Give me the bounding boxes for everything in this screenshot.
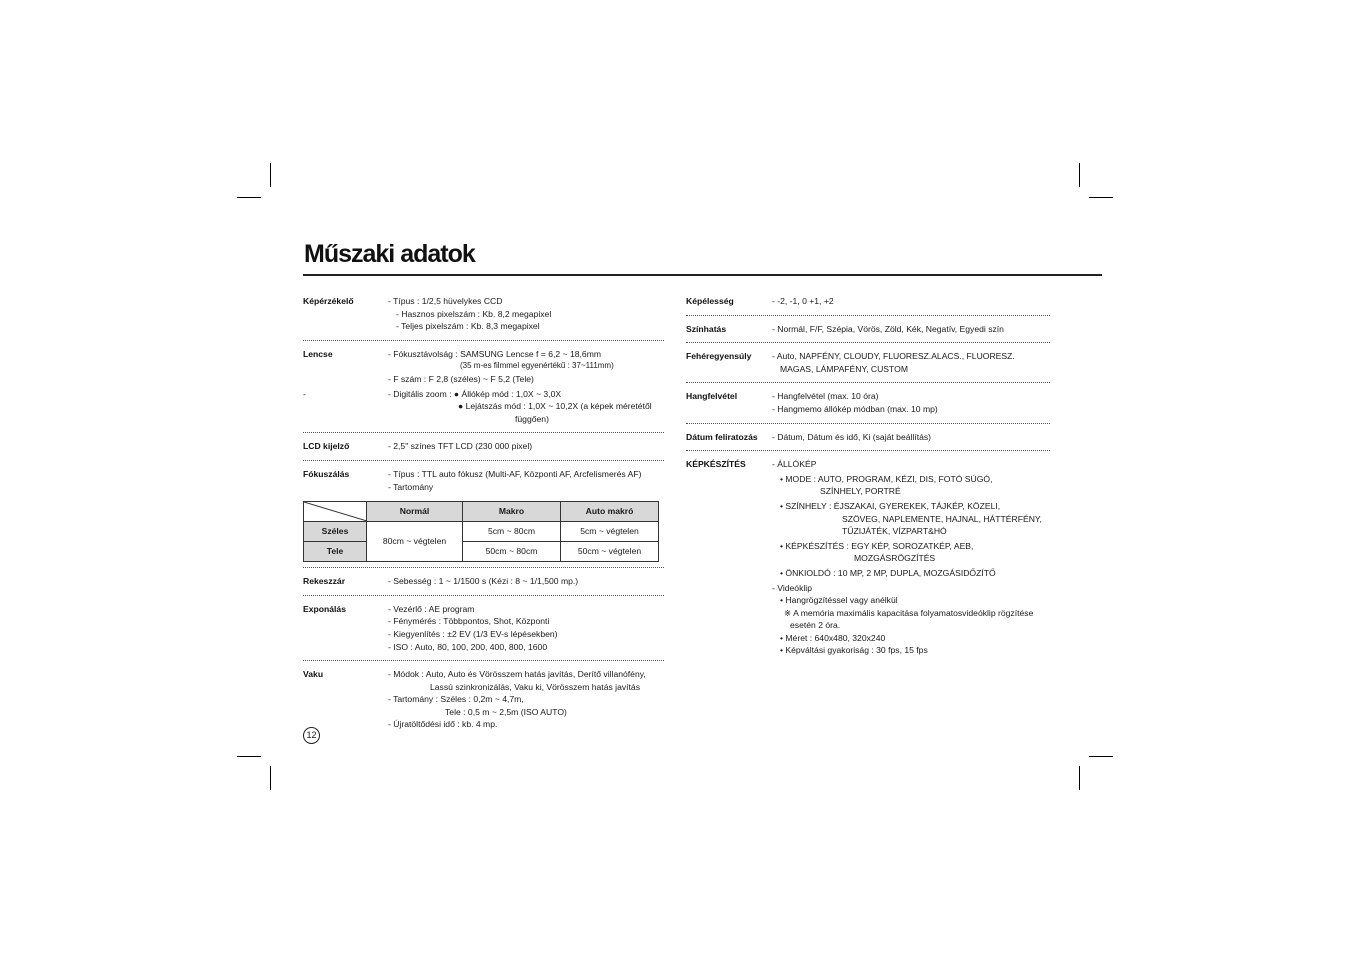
- spec-line: - Hasznos pixelszám : Kb. 8,2 megapixel: [396, 308, 552, 319]
- spec-note: ※ A memória maximális kapacitása folyamatosvideóklip rögzítése: [784, 607, 1034, 618]
- table-cell: 5cm ~ végtelen: [561, 522, 659, 542]
- spec-line: - Dátum, Dátum és idő, Ki (saját beállítás): [772, 431, 932, 442]
- spec-label: KÉPKÉSZÍTÉS: [686, 459, 746, 470]
- crop-mark-top-left-h: [237, 197, 261, 198]
- spec-line: - ISO : Auto, 80, 100, 200, 400, 800, 1600: [388, 641, 548, 652]
- spec-line: - Teljes pixelszám : Kb. 8,3 megapixel: [396, 321, 540, 332]
- table-row: [304, 542, 659, 562]
- spec-bullet: • Hangrögzítéssel vagy anélkül: [780, 595, 898, 606]
- page-number: 12: [303, 727, 320, 744]
- crop-mark-bottom-right-h: [1089, 756, 1113, 757]
- spec-line: SZÖVEG, NAPLEMENTE, HAJNAL, HÁTTÉRFÉNY,: [842, 513, 1042, 524]
- spec-label: LCD kijelző: [303, 441, 350, 452]
- spec-lens: [303, 348, 664, 388]
- spec-lcd: [303, 440, 664, 455]
- table-header: Normál: [367, 502, 463, 522]
- spec-sensor: [303, 295, 664, 335]
- spec-label: Dátum feliratozás: [686, 431, 758, 442]
- spec-line: - -2, -1, 0 +1, +2: [772, 296, 834, 306]
- spec-line: - Újratöltődési idő : kb. 4 mp.: [388, 719, 498, 730]
- dotted-divider: [303, 660, 664, 661]
- spec-label: Rekeszzár: [303, 576, 346, 587]
- spec-bullet: • KÉPKÉSZÍTÉS : EGY KÉP, SOROZATKÉP, AEB,: [780, 540, 974, 551]
- dotted-divider: [686, 450, 1050, 451]
- spec-dash: -: [303, 388, 306, 399]
- table-cell: 50cm ~ 80cm: [463, 542, 561, 562]
- spec-line: - Típus : TTL auto fókusz (Multi-AF, Központi AF, Arcfelismerés AF): [388, 468, 642, 479]
- spec-line: - ÁLLÓKÉP: [772, 459, 817, 470]
- spec-shutter: [303, 575, 664, 590]
- spec-date-imprint: [686, 431, 1050, 446]
- dotted-divider: [686, 315, 1050, 316]
- crop-mark-top-left-v: [270, 163, 271, 187]
- spec-line: - Tartomány: [388, 481, 434, 492]
- table-cell: 80cm ~ végtelen: [367, 522, 463, 562]
- spec-label: Színhatás: [686, 323, 727, 334]
- spec-bullet: • Képváltási gyakoriság : 30 fps, 15 fps: [780, 645, 928, 656]
- dotted-divider: [303, 567, 664, 568]
- spec-sound-recording: [686, 390, 1050, 417]
- spec-flash: [303, 668, 664, 733]
- spec-line: Tele : 0,5 m ~ 2,5m (ISO AUTO): [445, 706, 567, 717]
- table-corner-cell: [304, 502, 367, 522]
- spec-color-effect: [686, 323, 1050, 338]
- left-column: [303, 295, 664, 733]
- table-header: Auto makró: [561, 502, 659, 522]
- dotted-divider: [686, 382, 1050, 383]
- spec-white-balance: [686, 350, 1050, 377]
- spec-exposure: [303, 603, 664, 655]
- spec-line: - Auto, NAPFÉNY, CLOUDY, FLUORESZ.ALACS., FLUORESZ.: [772, 351, 1015, 362]
- spec-line: függően): [515, 413, 549, 424]
- spec-line: - Fókusztávolság : SAMSUNG Lencse f = 6,2 ~ 18,6mm: [388, 348, 602, 359]
- spec-line: MOZGÁSRÖGZÍTÉS: [854, 553, 936, 564]
- spec-line: - Normál, F/F, Szépia, Vörös, Zöld, Kék, Negatív, Egyedi szín: [772, 323, 1004, 334]
- spec-shooting: [686, 458, 1050, 581]
- dotted-divider: [303, 595, 664, 596]
- spec-bullet: • ÖNKIOLDÓ : 10 MP, 2 MP, DUPLA, MOZGÁSIDŐZÍTŐ: [780, 567, 996, 578]
- table-row-header: Tele: [304, 542, 367, 562]
- spec-bullet: • MODE : AUTO, PROGRAM, KÉZI, DIS, FOTÓ SÚGÓ,: [780, 473, 993, 484]
- crop-mark-top-right-v: [1079, 163, 1080, 187]
- spec-line: - F szám : F 2,8 (széles) ~ F 5,2 (Tele): [388, 373, 534, 384]
- spec-line: - Tartomány : Széles : 0,2m ~ 4,7m,: [388, 694, 524, 705]
- spec-sharpness: [686, 295, 1050, 310]
- spec-label: Lencse: [303, 348, 333, 359]
- spec-note: esetén 2 óra.: [790, 620, 841, 631]
- spec-bullet: • Méret : 640x480, 320x240: [780, 632, 886, 643]
- spec-line: - Hangmemo állókép módban (max. 10 mp): [772, 403, 938, 414]
- spec-line: - Sebesség : 1 ~ 1/1500 s (Kézi : 8 ~ 1/1,500 mp.): [388, 576, 579, 587]
- spec-label: Exponálás: [303, 603, 346, 614]
- spec-line: ● Lejátszás mód : 1,0X ~ 10,2X (a képek méretétől: [458, 401, 652, 412]
- crop-mark-bottom-left-v: [270, 766, 271, 790]
- spec-line: - Hangfelvétel (max. 10 óra): [772, 391, 879, 402]
- spec-label: Vaku: [303, 669, 324, 680]
- page-title: Műszaki adatok: [304, 240, 475, 268]
- spec-line: - Fénymérés : Többpontos, Shot, Központi: [388, 616, 550, 627]
- spec-line: MAGAS, LÁMPAFÉNY, CUSTOM: [780, 363, 908, 374]
- spec-focus: [303, 468, 664, 495]
- dotted-divider: [303, 432, 664, 433]
- spec-lens-zoom: [303, 388, 664, 428]
- spec-label: Fókuszálás: [303, 468, 350, 479]
- spec-bullet: • SZÍNHELY : ÉJSZAKAI, GYEREKEK, TÁJKÉP, KÖZELI,: [780, 500, 1001, 511]
- dotted-divider: [686, 342, 1050, 343]
- title-rule: [303, 274, 1102, 276]
- right-column: [686, 295, 1050, 659]
- spec-line: - Digitális zoom : ● Állókép mód : 1,0X ~ 3,0X: [388, 388, 562, 399]
- table-row: [304, 522, 659, 542]
- focus-range-table: [303, 501, 659, 562]
- crop-mark-top-right-h: [1089, 197, 1113, 198]
- spec-line: - Vezérlő : AE program: [388, 603, 475, 614]
- dotted-divider: [303, 460, 664, 461]
- spec-line: - Videóklip: [772, 582, 812, 593]
- crop-mark-bottom-left-h: [237, 756, 261, 757]
- spec-line: TŰZIJÁTÉK, VÍZPART&HÓ: [842, 526, 947, 537]
- spec-line: - Módok : Auto, Auto és Vörösszem hatás javítás, Derítő villanófény,: [388, 669, 646, 680]
- table-header: Makro: [463, 502, 561, 522]
- spec-label: Fehéregyensúly: [686, 351, 752, 362]
- diagonal-line: [304, 502, 367, 521]
- spec-video: [686, 582, 1050, 660]
- crop-mark-bottom-right-v: [1079, 766, 1080, 790]
- table-cell: 50cm ~ végtelen: [561, 542, 659, 562]
- spec-note: (35 m-es filmmel egyenértékű : 37~111mm): [460, 361, 614, 371]
- spec-line: Lassú szinkronizálás, Vaku ki, Vörösszem hatás javítás: [430, 681, 641, 692]
- spec-line: - Típus : 1/2,5 hüvelykes CCD: [388, 296, 503, 306]
- dotted-divider: [303, 340, 664, 341]
- table-cell: 5cm ~ 80cm: [463, 522, 561, 542]
- dotted-divider: [686, 423, 1050, 424]
- spec-line: SZÍNHELY, PORTRÉ: [820, 486, 901, 497]
- table-row-header: Széles: [304, 522, 367, 542]
- spec-line: - 2,5" színes TFT LCD (230 000 pixel): [388, 441, 533, 452]
- spec-line: - Kiegyenlítés : ±2 EV (1/3 EV-s lépésekben): [388, 628, 558, 639]
- spec-label: Hangfelvétel: [686, 391, 738, 402]
- spec-label: Képélesség: [686, 296, 734, 306]
- spec-label: Képérzékelő: [303, 296, 354, 306]
